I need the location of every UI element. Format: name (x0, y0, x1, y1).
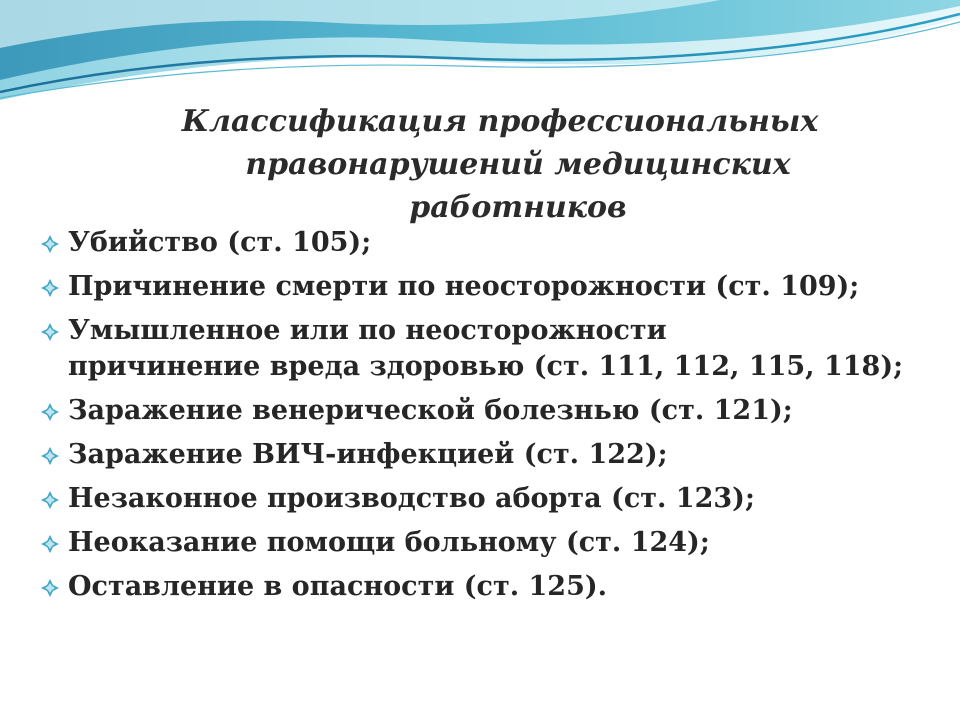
list-item (40, 481, 940, 517)
list-item (40, 269, 940, 305)
title-line-1: Классификация профессиональных (181, 104, 819, 139)
list-item (40, 225, 940, 261)
list-item-text: Оставление в опасности (ст. 125). (68, 571, 608, 602)
list-item-text-line-2: причинение вреда здоровью (ст. 111, 112, 115, 118); (68, 351, 904, 382)
diamond-bullet-icon (40, 278, 60, 298)
list-item-text: Убийство (ст. 105); (68, 227, 372, 258)
list-item-text: Заражение ВИЧ-инфекцией (ст. 122); (68, 439, 668, 470)
diamond-bullet-icon (40, 322, 60, 342)
list-item (40, 569, 940, 605)
list-item (40, 525, 940, 561)
slide-title (100, 100, 900, 229)
list-item-text: Неоказание помощи больному (ст. 124); (68, 527, 710, 558)
list-item-text: Причинение смерти по неосторожности (ст. 109); (68, 271, 860, 302)
list-item-text: Незаконное производство аборта (ст. 123); (68, 483, 755, 514)
diamond-bullet-icon (40, 534, 60, 554)
diamond-bullet-icon (40, 234, 60, 254)
diamond-bullet-icon (40, 578, 60, 598)
list-item (40, 393, 940, 429)
bullet-list (40, 225, 940, 613)
list-item-text-line-1: Умышленное или по неосторожности (68, 315, 667, 346)
wave-banner (0, 0, 960, 110)
list-item (40, 437, 940, 473)
diamond-bullet-icon (40, 446, 60, 466)
title-line-2: правонарушений медицинских работников (245, 147, 791, 225)
diamond-bullet-icon (40, 490, 60, 510)
list-item-text: Заражение венерической болезнью (ст. 121); (68, 395, 793, 426)
diamond-bullet-icon (40, 402, 60, 422)
list-item (40, 313, 940, 385)
